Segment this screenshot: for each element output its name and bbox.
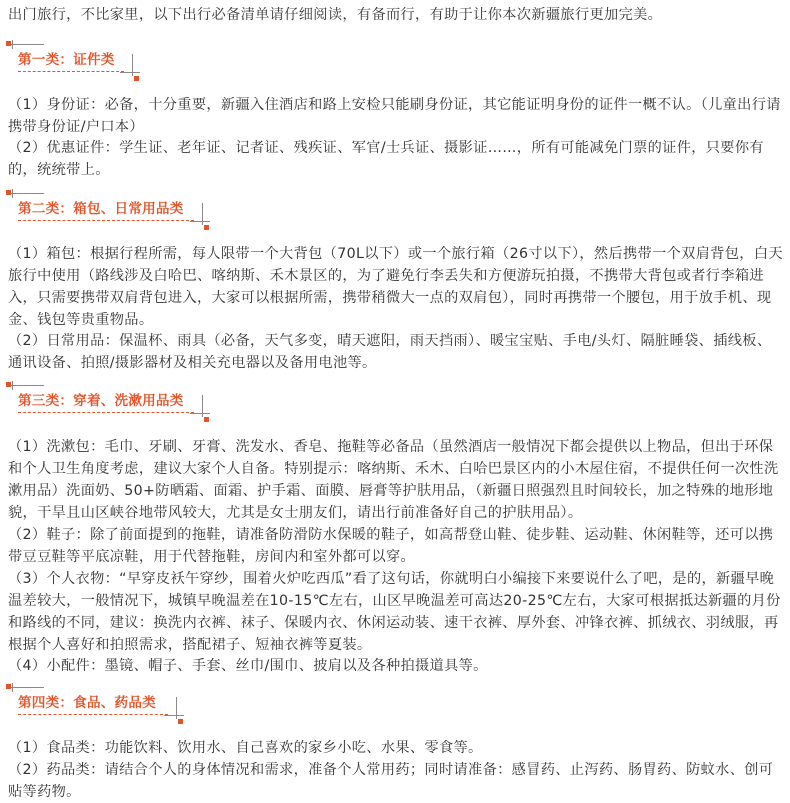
paragraph: （1）箱包：根据行程所需，每人限带一个大背包（70L以下）或一个旅行箱（26寸以下），然后携带一个双肩背包，白天旅行中使用（路线涉及白哈巴、喀纳斯、禾木景区的，为了避免行李丢失和方便游玩拍摄，不携带大背包或者行李箱进入，只需要携带双肩背包进入，大家可以根据所需，携带稍微大一点的双肩包），同时再携带一个腰包，用于放手机、现金、钱包等贵重物品。 [8,246,783,328]
section-title: 第二类：箱包、日常用品类 [18,201,184,217]
section-title: 第三类：穿着、洗漱用品类 [18,393,184,409]
section-header-clothing [8,385,208,417]
corner-marker [6,190,11,195]
intro-text: 出门旅行，不比家里，以下出行必备清单请仔细阅读，有备而行，有助于让你本次新疆旅行更加完美。 [8,7,663,23]
corner-marker [178,719,183,724]
paragraph: （1）食品类：功能饮料、饮用水、自己喜欢的家乡小吃、水果、零食等。 [8,740,483,756]
corner-marker [134,76,139,81]
section-header-documents [8,44,138,76]
paragraph: （2）优惠证件：学生证、老年证、记者证、残疾证、军官/士兵证、摄影证……，所有可能减免门票的证件，只要你有的，统统带上。 [8,140,764,178]
section-header-bags [8,193,208,225]
corner-marker [6,684,11,689]
section-title: 第四类：食品、药品类 [18,695,156,711]
paragraph: （3）个人衣物：“早穿皮袄午穿纱，围着火炉吃西瓜”看了这句话，你就明白小编接下来要说什么了吧，是的，新疆早晚温差较大，一般情况下，城镇早晚温差在10-15℃左右，山区早晚温差可高达20-25℃左右，大家可根据抵达新疆的月份和路线的不同，建议：换洗内衣裤、袜子、保暖内衣、休闲运动装、速干衣裤、厚外套、冲锋衣裤、抓绒衣、羽绒服，再根据个人喜好和拍照需求，搭配裙子、短袖衣裤等夏装。 [8,571,781,653]
paragraph: （1）身份证：必备，十分重要，新疆入住酒店和路上安检只能刷身份证，其它能证明身份的证件一概不认。（儿童出行请携带身份证/户口本） [8,97,781,135]
corner-marker [204,225,209,230]
corner-marker [6,382,11,387]
paragraph: （1）洗漱包：毛巾、牙刷、牙膏、洗发水、香皂、拖鞋等必备品（虽然酒店一般情况下都会提供以上物品，但出于环保和个人卫生角度考虑，建议大家个人自备。特别提示：喀纳斯、禾木、白哈巴景区内的小木屋住宿，不提供任何一次性洗漱用品）洗面奶、50+防晒霜、面霜、护手霜、面膜、唇膏等护肤用品，（新疆日照强烈且时间较长，加之特殊的地形地貌，干旱且山区峡谷地带风较大，尤其是女士朋友们，请出行前准备好自己的护肤用品）。 [8,439,779,521]
corner-marker [204,417,209,422]
paragraph: （2）药品类：请结合个人的身体情况和需求，准备个人常用药；同时请准备：感冒药、止泻药、肠胃药、防蚊水、创可贴等药物。 [8,762,774,800]
section-title: 第一类：证件类 [18,52,115,68]
paragraph: （2）日常用品：保温杯、雨具（必备，天气多变，晴天遮阳，雨天挡雨）、暖宝宝贴、手电/头灯、隔脏睡袋、插线板、通讯设备、拍照/摄影器材及相关充电器以及备用电池等。 [8,333,772,371]
paragraph: （4）小配件：墨镜、帽子、手套、丝巾/围巾、披肩以及各种拍摄道具等。 [8,658,488,674]
corner-marker [6,41,11,46]
section-header-food-medicine [8,687,188,719]
paragraph: （2）鞋子：除了前面提到的拖鞋，请准备防滑防水保暖的鞋子，如高帮登山鞋、徒步鞋、运动鞋、休闲鞋等，还可以携带豆豆鞋等平底凉鞋，用于代替拖鞋，房间内和室外都可以穿。 [8,527,774,565]
